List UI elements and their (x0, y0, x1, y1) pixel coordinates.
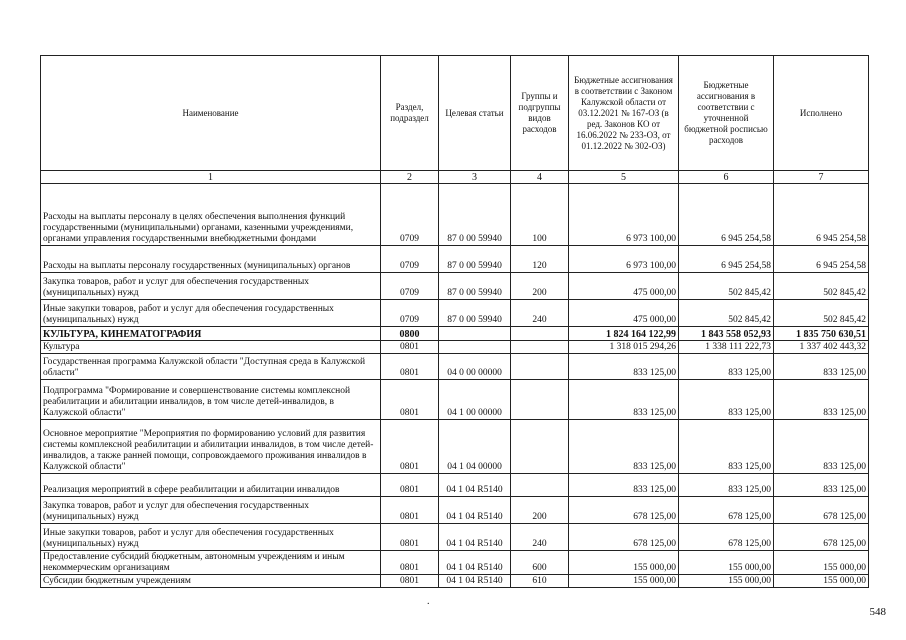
row-group (511, 380, 569, 420)
row-executed-amount: 6 945 254,58 (774, 184, 869, 246)
row-executed-amount: 155 000,00 (774, 551, 869, 575)
row-target: 87 0 00 59940 (439, 300, 511, 327)
row-name: Расходы на выплаты персоналу государственных (муниципальных) органов (41, 246, 381, 273)
row-group (511, 420, 569, 474)
row-executed-amount: 1 835 750 630,51 (774, 327, 869, 341)
row-section: 0801 (381, 420, 439, 474)
row-target: 04 1 04 R5140 (439, 497, 511, 524)
table-row (41, 327, 869, 341)
row-target: 87 0 00 59940 (439, 273, 511, 300)
row-group (511, 354, 569, 380)
row-group (511, 341, 569, 354)
row-target (439, 341, 511, 354)
header-target: Целевая статьи (439, 56, 511, 171)
row-name: Реализация мероприятий в сфере реабилитации и абилитации инвалидов (41, 474, 381, 497)
row-law-amount: 475 000,00 (569, 300, 679, 327)
row-law-amount: 1 318 015 294,26 (569, 341, 679, 354)
row-name: Подпрограмма "Формирование и совершенствование системы комплексной реабилитации и абилитации инвалидов, в том числе детей-инвалидов, в Калужской области" (41, 380, 381, 420)
row-group (511, 327, 569, 341)
row-law-amount: 678 125,00 (569, 497, 679, 524)
row-name: Иные закупки товаров, работ и услуг для обеспечения государственных (муниципальных) нужд (41, 300, 381, 327)
row-group: 600 (511, 551, 569, 575)
row-group: 240 (511, 300, 569, 327)
column-number: 5 (569, 171, 679, 184)
table-row (41, 524, 869, 551)
row-executed-amount: 833 125,00 (774, 420, 869, 474)
row-executed-amount: 502 845,42 (774, 273, 869, 300)
row-group: 120 (511, 246, 569, 273)
row-group: 200 (511, 273, 569, 300)
row-law-amount: 833 125,00 (569, 420, 679, 474)
row-name: Государственная программа Калужской области "Доступная среда в Калужской области" (41, 354, 381, 380)
row-executed-amount: 1 337 402 443,32 (774, 341, 869, 354)
row-executed-amount: 833 125,00 (774, 380, 869, 420)
row-law-amount: 6 973 100,00 (569, 246, 679, 273)
row-refined-amount: 6 945 254,58 (679, 246, 774, 273)
header-name: Наименование (41, 56, 381, 171)
row-refined-amount: 155 000,00 (679, 575, 774, 588)
row-target: 04 1 04 R5140 (439, 474, 511, 497)
row-name: Закупка товаров, работ и услуг для обеспечения государственных (муниципальных) нужд (41, 497, 381, 524)
row-law-amount: 833 125,00 (569, 354, 679, 380)
row-name: Закупка товаров, работ и услуг для обеспечения государственных (муниципальных) нужд (41, 273, 381, 300)
table-row (41, 474, 869, 497)
row-section: 0801 (381, 354, 439, 380)
row-law-amount: 6 973 100,00 (569, 184, 679, 246)
row-law-amount: 155 000,00 (569, 551, 679, 575)
row-group: 100 (511, 184, 569, 246)
column-number: 7 (774, 171, 869, 184)
row-name: Культура (41, 341, 381, 354)
budget-table (40, 55, 869, 588)
table-row (41, 497, 869, 524)
row-name: Предоставление субсидий бюджетным, автономным учреждениям и иным некоммерческим организациям (41, 551, 381, 575)
row-name: Субсидии бюджетным учреждениям (41, 575, 381, 588)
row-target: 04 1 04 R5140 (439, 575, 511, 588)
row-section: 0709 (381, 184, 439, 246)
row-section: 0801 (381, 341, 439, 354)
row-section: 0801 (381, 380, 439, 420)
row-group: 610 (511, 575, 569, 588)
row-section: 0709 (381, 246, 439, 273)
row-section: 0801 (381, 524, 439, 551)
table-row (41, 551, 869, 575)
row-group: 240 (511, 524, 569, 551)
row-law-amount: 833 125,00 (569, 474, 679, 497)
row-executed-amount: 833 125,00 (774, 354, 869, 380)
row-refined-amount: 502 845,42 (679, 300, 774, 327)
column-number-row (41, 171, 869, 184)
row-executed-amount: 833 125,00 (774, 474, 869, 497)
table-row (41, 420, 869, 474)
row-section: 0801 (381, 474, 439, 497)
row-refined-amount: 833 125,00 (679, 474, 774, 497)
row-refined-amount: 678 125,00 (679, 497, 774, 524)
row-name: Иные закупки товаров, работ и услуг для обеспечения государственных (муниципальных) нужд (41, 524, 381, 551)
row-law-amount: 475 000,00 (569, 273, 679, 300)
row-refined-amount: 833 125,00 (679, 380, 774, 420)
row-refined-amount: 155 000,00 (679, 551, 774, 575)
row-refined-amount: 678 125,00 (679, 524, 774, 551)
row-target: 04 1 00 00000 (439, 380, 511, 420)
column-number: 3 (439, 171, 511, 184)
header-refined: Бюджетные ассигнования в соответствии с уточненной бюджетной росписью расходов (679, 56, 774, 171)
row-refined-amount: 833 125,00 (679, 420, 774, 474)
row-refined-amount: 833 125,00 (679, 354, 774, 380)
row-refined-amount: 6 945 254,58 (679, 184, 774, 246)
row-section: 0801 (381, 551, 439, 575)
row-name: Расходы на выплаты персоналу в целях обеспечения выполнения функций государственными (муниципальными) органами, казенными учреждениями, органами управления государственными внебюджетными фондами (41, 184, 381, 246)
table-row (41, 184, 869, 246)
row-refined-amount: 1 843 558 052,93 (679, 327, 774, 341)
row-name: Основное мероприятие "Мероприятия по формированию условий для развития системы комплексной реабилитации и абилитации инвалидов, в том числе детей-инвалидов, а также ранней помощи, сопровождаемого проживания инвалидов в Калужской области" (41, 420, 381, 474)
column-number: 6 (679, 171, 774, 184)
table-row (41, 354, 869, 380)
row-target: 04 1 04 R5140 (439, 551, 511, 575)
header-law: Бюджетные ассигнования в соответствии с Законом Калужской области от 03.12.2021 № 167-ОЗ (в ред. Законов КО от 16.06.2022 № 233-ОЗ, от 01.12.2022 № 302-ОЗ) (569, 56, 679, 171)
table-row (41, 341, 869, 354)
row-target: 87 0 00 59940 (439, 184, 511, 246)
row-executed-amount: 678 125,00 (774, 497, 869, 524)
column-number: 4 (511, 171, 569, 184)
row-section: 0801 (381, 497, 439, 524)
row-executed-amount: 155 000,00 (774, 575, 869, 588)
header-row (41, 56, 869, 171)
row-executed-amount: 678 125,00 (774, 524, 869, 551)
row-executed-amount: 502 845,42 (774, 300, 869, 327)
row-target (439, 327, 511, 341)
row-group (511, 474, 569, 497)
header-executed: Исполнено (774, 56, 869, 171)
header-section: Раздел, подраздел (381, 56, 439, 171)
column-number: 2 (381, 171, 439, 184)
table-row (41, 300, 869, 327)
table-row (41, 575, 869, 588)
row-target: 04 0 00 00000 (439, 354, 511, 380)
table-row (41, 246, 869, 273)
row-law-amount: 155 000,00 (569, 575, 679, 588)
stray-mark: . (427, 596, 430, 607)
row-target: 04 1 04 00000 (439, 420, 511, 474)
row-target: 04 1 04 R5140 (439, 524, 511, 551)
row-section: 0800 (381, 327, 439, 341)
table-body (41, 184, 869, 588)
row-refined-amount: 1 338 111 222,73 (679, 341, 774, 354)
row-law-amount: 1 824 164 122,99 (569, 327, 679, 341)
row-executed-amount: 6 945 254,58 (774, 246, 869, 273)
table-row (41, 273, 869, 300)
row-name: КУЛЬТУРА, КИНЕМАТОГРАФИЯ (41, 327, 381, 341)
row-law-amount: 678 125,00 (569, 524, 679, 551)
row-section: 0709 (381, 300, 439, 327)
row-refined-amount: 502 845,42 (679, 273, 774, 300)
row-group: 200 (511, 497, 569, 524)
row-section: 0709 (381, 273, 439, 300)
header-groups: Группы и подгруппы видов расходов (511, 56, 569, 171)
row-section: 0801 (381, 575, 439, 588)
row-law-amount: 833 125,00 (569, 380, 679, 420)
column-number: 1 (41, 171, 381, 184)
page-number: 548 (869, 606, 886, 618)
row-target: 87 0 00 59940 (439, 246, 511, 273)
table-row (41, 380, 869, 420)
